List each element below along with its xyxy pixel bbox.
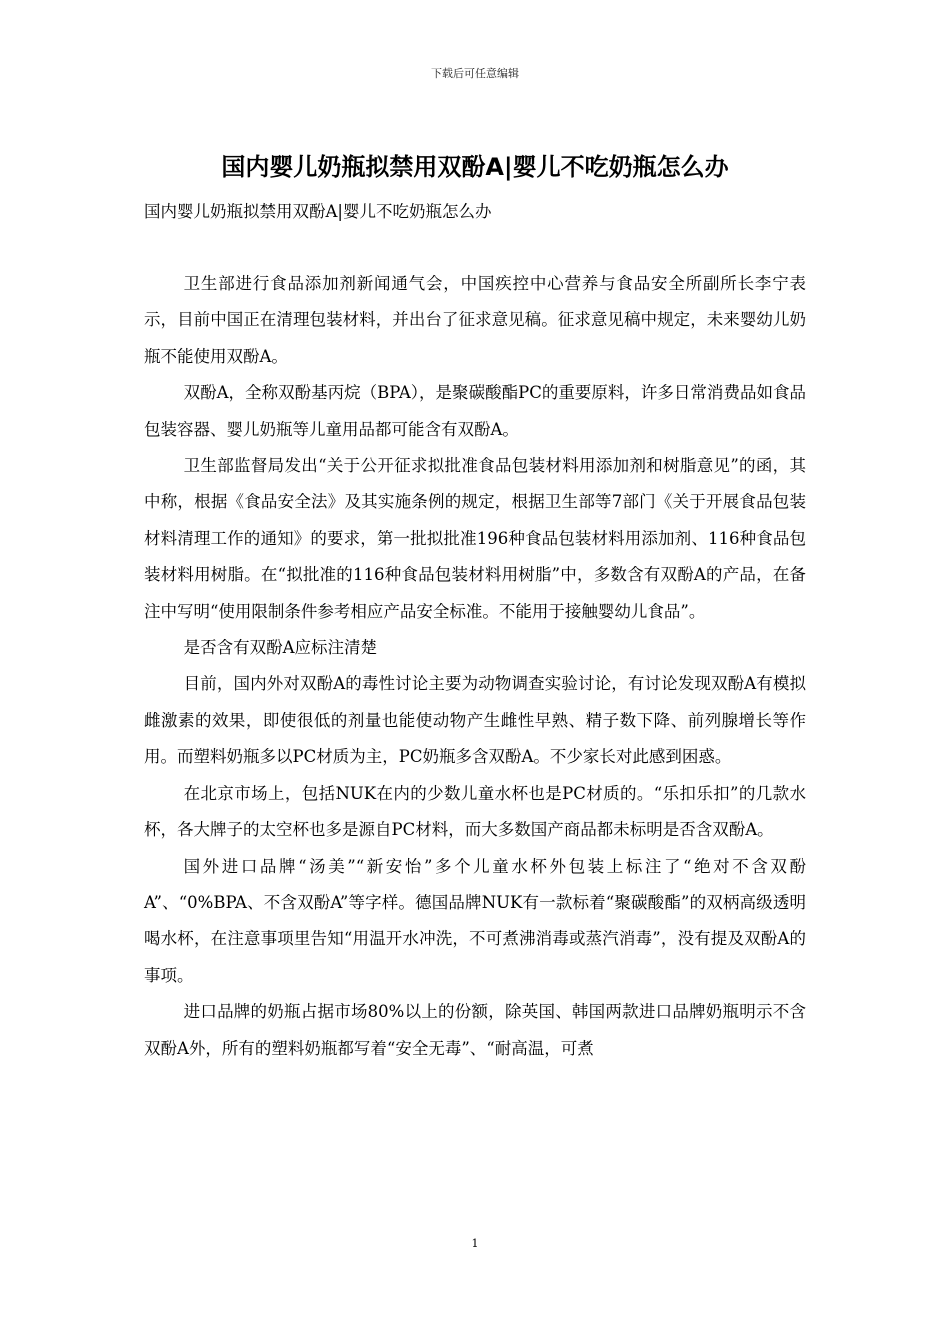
- document-body: [144, 266, 806, 1067]
- paragraph: 进口品牌的奶瓶占据市场80%以上的份额，除英国、韩国两款进口品牌奶瓶明示不含双酚A外，所有的塑料奶瓶都写着“安全无毒”、“耐高温，可煮: [144, 1002, 806, 1058]
- paragraph: 目前，国内外对双酚A的毒性讨论主要为动物调查实验讨论，有讨论发现双酚A有模拟雌激素的效果，即使很低的剂量也能使动物产生雌性早熟、精子数下降、前列腺增长等作用。而塑料奶瓶多以PC材质为主，PC奶瓶多含双酚A。不少家长对此感到困惑。: [144, 674, 806, 767]
- paragraph: 国外进口品牌“汤美”“新安怡”多个儿童水杯外包装上标注了“绝对不含双酚A”、“0%BPA、不含双酚A”等字样。德国品牌NUK有一款标着“聚碳酸酯”的双柄高级透明喝水杯，在注意事项里告知“用温开水冲洗，不可煮沸消毒或蒸汽消毒”，没有提及双酚A的事项。: [144, 856, 806, 985]
- section-heading: 是否含有双酚A应标注清楚: [183, 638, 378, 658]
- paragraph: 在北京市场上，包括NUK在内的少数儿童水杯也是PC材质的。“乐扣乐扣”的几款水杯，各大牌子的太空杯也多是源自PC材料，而大多数国产商品都未标明是否含双酚A。: [144, 783, 806, 840]
- paragraph: 卫生部监督局发出“关于公开征求拟批准食品包装材料用添加剂和树脂意见”的函，其中称，根据《食品安全法》及其实施条例的规定，根据卫生部等7部门《关于开展食品包装材料清理工作的通知》的要求，第一批拟批准196种食品包装材料用添加剂、116种食品包装材料用树脂。在“拟批准的116种食品包装材料用树脂”中，多数含有双酚A的产品，在备注中写明“使用限制条件参考相应产品安全标准。不能用于接触婴幼儿食品”。: [144, 456, 806, 621]
- paragraph: 卫生部进行食品添加剂新闻通气会，中国疾控中心营养与食品安全所副所长李宁表示，目前中国正在清理包装材料，并出台了征求意见稿。征求意见稿中规定，未来婴幼儿奶瓶不能使用双酚A。: [144, 274, 806, 366]
- document-title: 国内婴儿奶瓶拟禁用双酚A|婴儿不吃奶瓶怎么办: [221, 153, 729, 181]
- paragraph: 双酚A，全称双酚基丙烷（BPA），是聚碳酸酯PC的重要原料，许多日常消费品如食品包装容器、婴儿奶瓶等儿童用品都可能含有双酚A。: [144, 383, 806, 439]
- document-subtitle: 国内婴儿奶瓶拟禁用双酚A|婴儿不吃奶瓶怎么办: [144, 202, 492, 221]
- page-number: 1: [471, 1237, 479, 1250]
- header-note: 下载后可任意编辑: [431, 67, 519, 80]
